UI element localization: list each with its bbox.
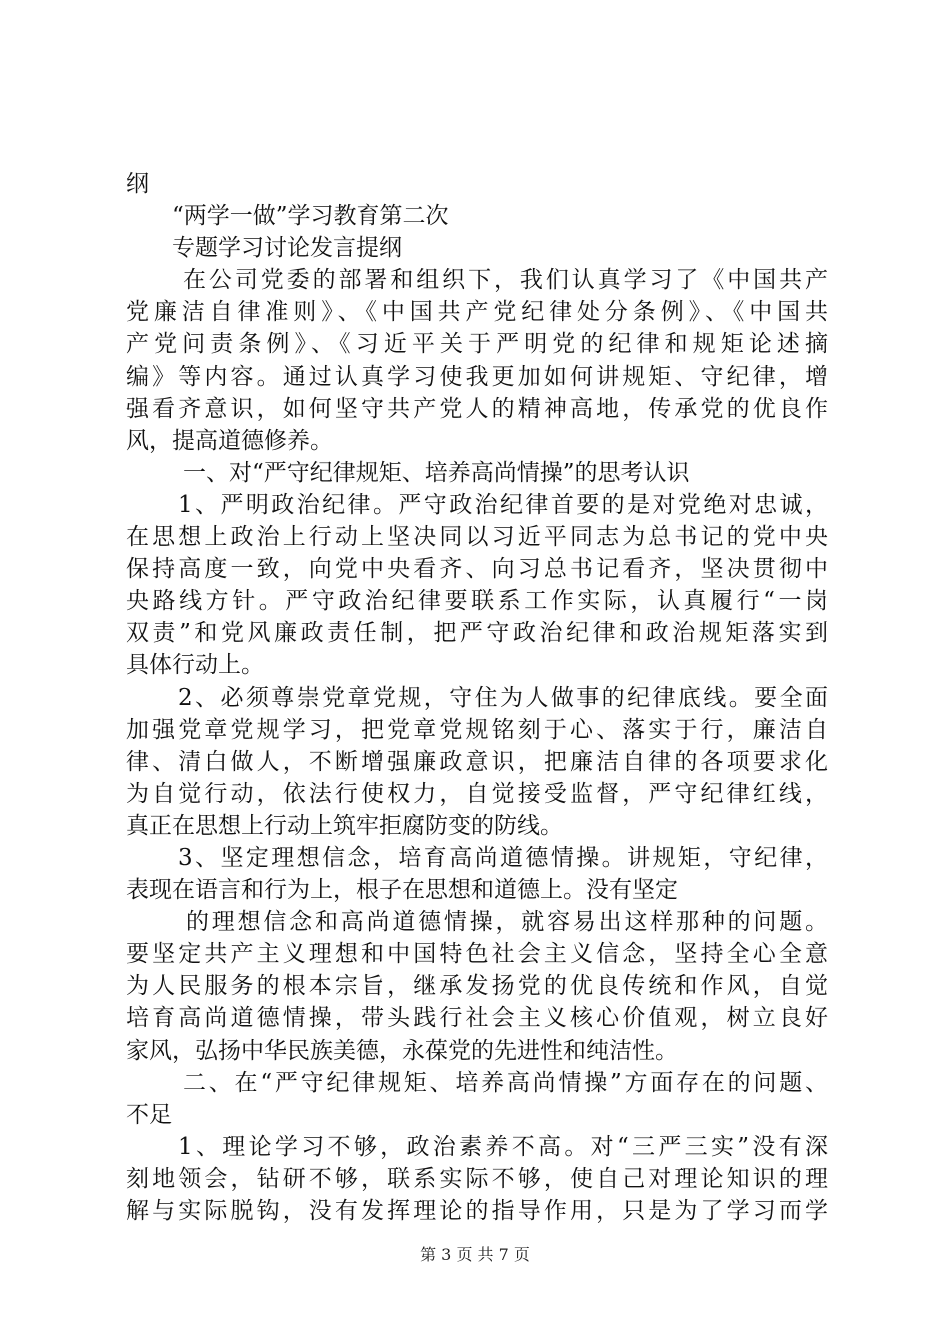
- page-footer: [0, 1242, 950, 1265]
- text-line: 二、在“严守纪律规矩、培养高尚情操”方面存在的问题、: [183, 1069, 828, 1096]
- text-line: 不足: [126, 1101, 172, 1128]
- text-line: 刻地领会，钻研不够，联系实际不够，使自己对理论知识的理: [126, 1165, 828, 1192]
- text-line: 家风，弘扬中华民族美德，永葆党的先进性和纯洁性。: [126, 1037, 678, 1064]
- text-line: 表现在语言和行为上，根子在思想和道德上。没有坚定: [126, 877, 678, 904]
- text-line: 强看齐意识，如何坚守共产党人的精神高地，传承党的优良作: [126, 395, 828, 422]
- text-line: 为自觉行动，依法行使权力，自觉接受监督，严守纪律红线，: [126, 780, 828, 807]
- text-line: 要坚定共产主义理想和中国特色社会主义信念，坚持全心全意: [126, 941, 828, 968]
- text-line: 律、清白做人，不断增强廉政意识，把廉洁自律的各项要求化: [126, 748, 828, 775]
- text-line: 双责”和党风廉政责任制，把严守政治纪律和政治规矩落实到: [126, 620, 828, 647]
- page-number-label: 第 3 页 共 7 页: [420, 1245, 530, 1264]
- text-line: 保持高度一致，向党中央看齐、向习总书记看齐，坚决贯彻中: [126, 556, 828, 583]
- document-body: [126, 168, 834, 1227]
- text-line: 具体行动上。: [126, 652, 264, 679]
- text-line: 在思想上政治上行动上坚决同以习近平同志为总书记的党中央: [126, 524, 828, 551]
- text-line: 产党问责条例》、《习近平关于严明党的纪律和规矩论述摘: [126, 331, 828, 358]
- text-line: 解与实际脱钩，没有发挥理论的指导作用，只是为了学习而学: [126, 1198, 828, 1224]
- text-line: 风，提高道德修养。: [126, 427, 333, 454]
- text-line: 在公司党委的部署和组织下，我们认真学习了《中国共产: [183, 267, 828, 294]
- text-line: 纲: [126, 171, 149, 197]
- text-line: 编》等内容。通过认真学习使我更加如何讲规矩、守纪律，增: [126, 363, 828, 390]
- text-line: 培育高尚道德情操，带头践行社会主义核心价值观，树立良好: [126, 1005, 828, 1032]
- text-line: 真正在思想上行动上筑牢拒腐防变的防线。: [126, 812, 563, 839]
- text-line: 的理想信念和高尚道德情操，就容易出这样那种的问题。: [186, 909, 828, 936]
- text-line: 专题学习讨论发言提纲: [172, 235, 402, 262]
- text-line: 1、严明政治纪律。严守政治纪律首要的是对党绝对忠诚，: [178, 491, 828, 518]
- text-line: 加强党章党规学习，把党章党规铭刻于心、落实于行，廉洁自: [126, 716, 828, 743]
- text-line: 党廉洁自律准则》、《中国共产党纪律处分条例》、《中国共: [126, 299, 828, 326]
- text-line: 一、对“严守纪律规矩、培养高尚情操”的思考认识: [183, 459, 690, 486]
- text-line: 1、理论学习不够，政治素养不高。对“三严三实”没有深: [178, 1133, 828, 1160]
- text-line: 3、坚定理想信念，培育高尚道德情操。讲规矩，守纪律，: [178, 844, 828, 871]
- text-line: 央路线方针。严守政治纪律要联系工作实际，认真履行“一岗: [126, 588, 828, 615]
- text-line: 2、必须尊崇党章党规，守住为人做事的纪律底线。要全面: [178, 684, 828, 711]
- text-line: “两学一做”学习教育第二次: [172, 203, 449, 230]
- text-line: 为人民服务的根本宗旨，继承发扬党的优良传统和作风，自觉: [126, 973, 828, 1000]
